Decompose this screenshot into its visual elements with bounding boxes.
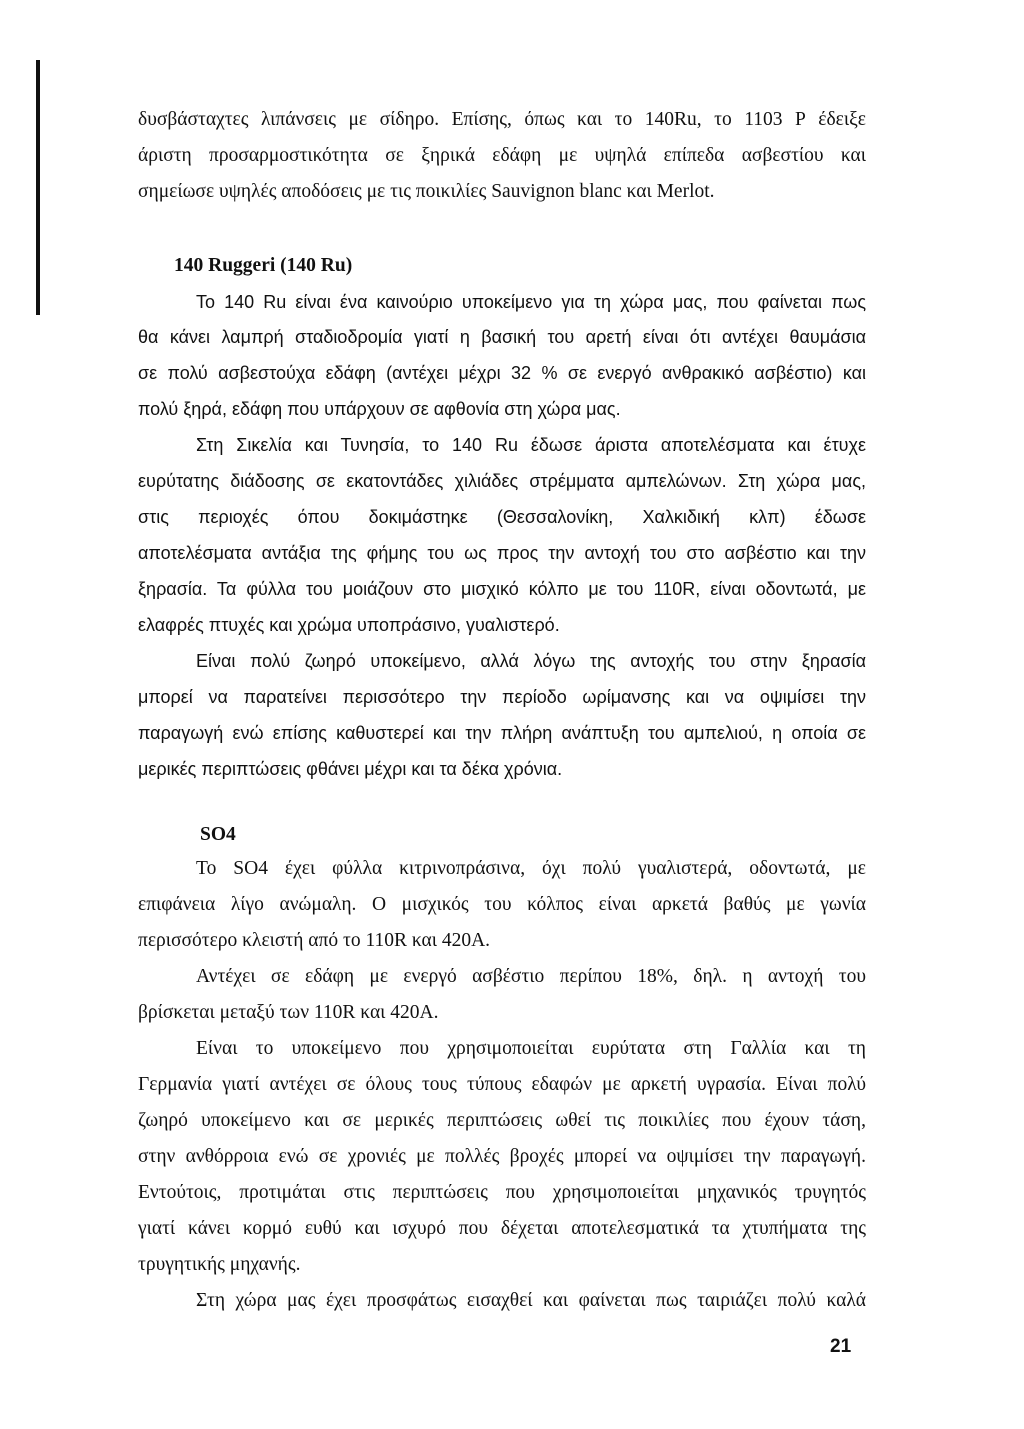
text-line: Αντέχει σε εδάφη με ενεργό ασβέστιο περίπου 18%, δηλ. η αντοχή του <box>196 966 866 987</box>
text-line: ελαφρές πτυχές και χρώμα υποπράσινο, γυαλιστερό. <box>138 615 560 635</box>
text-line: θα κάνει λαμπρή σταδιοδρομία γιατί η βασική του αρετή είναι ότι αντέχει θαυμάσια <box>138 327 866 347</box>
text-line: σημείωσε υψηλές αποδόσεις με τις ποικιλίες Sauvignon blanc και Merlot. <box>138 181 715 202</box>
text-line: βρίσκεται μεταξύ των 110R και 420A. <box>138 1002 439 1023</box>
text-line: Είναι πολύ ζωηρό υποκείμενο, αλλά λόγω της αντοχής του στην ξηρασία <box>196 651 866 671</box>
section-heading-so4: SO4 <box>200 824 236 845</box>
text-line: στις περιοχές όπου δοκιμάστηκε (Θεσσαλονίκη, Χαλκιδική κλπ) έδωσε <box>138 507 866 527</box>
text-line: Είναι το υποκείμενο που χρησιμοποιείται ευρύτατα στη Γαλλία και τη <box>196 1038 866 1059</box>
text-line: Το 140 Ru είναι ένα καινούριο υποκείμενο για τη χώρα μας, που φαίνεται πως <box>196 292 866 312</box>
text-line: γιατί κάνει κορμό ευθύ και ισχυρό που δέχεται αποτελεσματικά τα χτυπήματα της <box>138 1218 866 1239</box>
text-line: δυσβάσταχτες λιπάνσεις με σίδηρο. Επίσης, όπως και το 140Ru, το 1103 Ρ έδειξε <box>138 109 866 130</box>
section-heading-140-ruggeri: 140 Ruggeri (140 Ru) <box>174 255 353 276</box>
text-line: Στη χώρα μας έχει προσφάτως εισαχθεί και φαίνεται πως ταιριάζει πολύ καλά <box>196 1290 866 1311</box>
text-line: ζωηρό υποκείμενο και σε μερικές περιπτώσεις ωθεί τις ποικιλίες που έχουν τάση, <box>138 1110 866 1131</box>
text-line: πολύ ξηρά, εδάφη που υπάρχουν σε αφθονία στη χώρα μας. <box>138 399 621 419</box>
text-line: Γερμανία γιατί αντέχει σε όλους τους τύπους εδαφών με αρκετή υγρασία. Είναι πολύ <box>138 1074 866 1095</box>
page-number: 21 <box>830 1336 852 1357</box>
text-line: αποτελέσματα αντάξια της φήμης του ως προς την αντοχή του στο ασβέστιο και την <box>138 543 866 563</box>
text-line: παραγωγή ενώ επίσης καθυστερεί και την πλήρη ανάπτυξη του αμπελιού, η οποία σε <box>138 723 866 743</box>
text-line: ευρύτατης διάδοσης σε εκατοντάδες χιλιάδες στρέμματα αμπελώνων. Στη χώρα μας, <box>138 471 866 491</box>
text-line: επιφάνεια λίγο ανώμαλη. Ο μισχικός του κόλπος είναι αρκετά βαθύς με γωνία <box>138 894 866 915</box>
text-line: περισσότερο κλειστή από το 110R και 420A. <box>138 930 491 951</box>
text-line: Το SO4 έχει φύλλα κιτρινοπράσινα, όχι πολύ γυαλιστερά, οδοντωτά, με <box>196 858 866 879</box>
text-line: ξηρασία. Τα φύλλα του μοιάζουν στο μισχικό κόλπο με του 110R, είναι οδοντωτά, με <box>138 579 866 599</box>
text-line: Εντούτοις, προτιμάται στις περιπτώσεις που χρησιμοποιείται μηχανικός τρυγητός <box>138 1182 866 1203</box>
text-line: μπορεί να παρατείνει περισσότερο την περίοδο ωρίμανσης και να οψιμίσει την <box>138 687 866 707</box>
margin-bar <box>36 60 40 315</box>
text-line: τρυγητικής μηχανής. <box>138 1254 301 1275</box>
text-line: μερικές περιπτώσεις φθάνει μέχρι και τα δέκα χρόνια. <box>138 759 563 779</box>
text-line: στην ανθόρροια ενώ σε χρονιές με πολλές βροχές μπορεί να οψιμίσει την παραγωγή. <box>138 1146 866 1167</box>
text-line: σε πολύ ασβεστούχα εδάφη (αντέχει μέχρι 32 % σε ενεργό ανθρακικό ασβέστιο) και <box>138 363 866 383</box>
text-line: άριστη προσαρμοστικότητα σε ξηρικά εδάφη με υψηλά επίπεδα ασβεστίου και <box>138 145 866 166</box>
text-line: Στη Σικελία και Τυνησία, το 140 Ru έδωσε άριστα αποτελέσματα και έτυχε <box>196 435 866 455</box>
